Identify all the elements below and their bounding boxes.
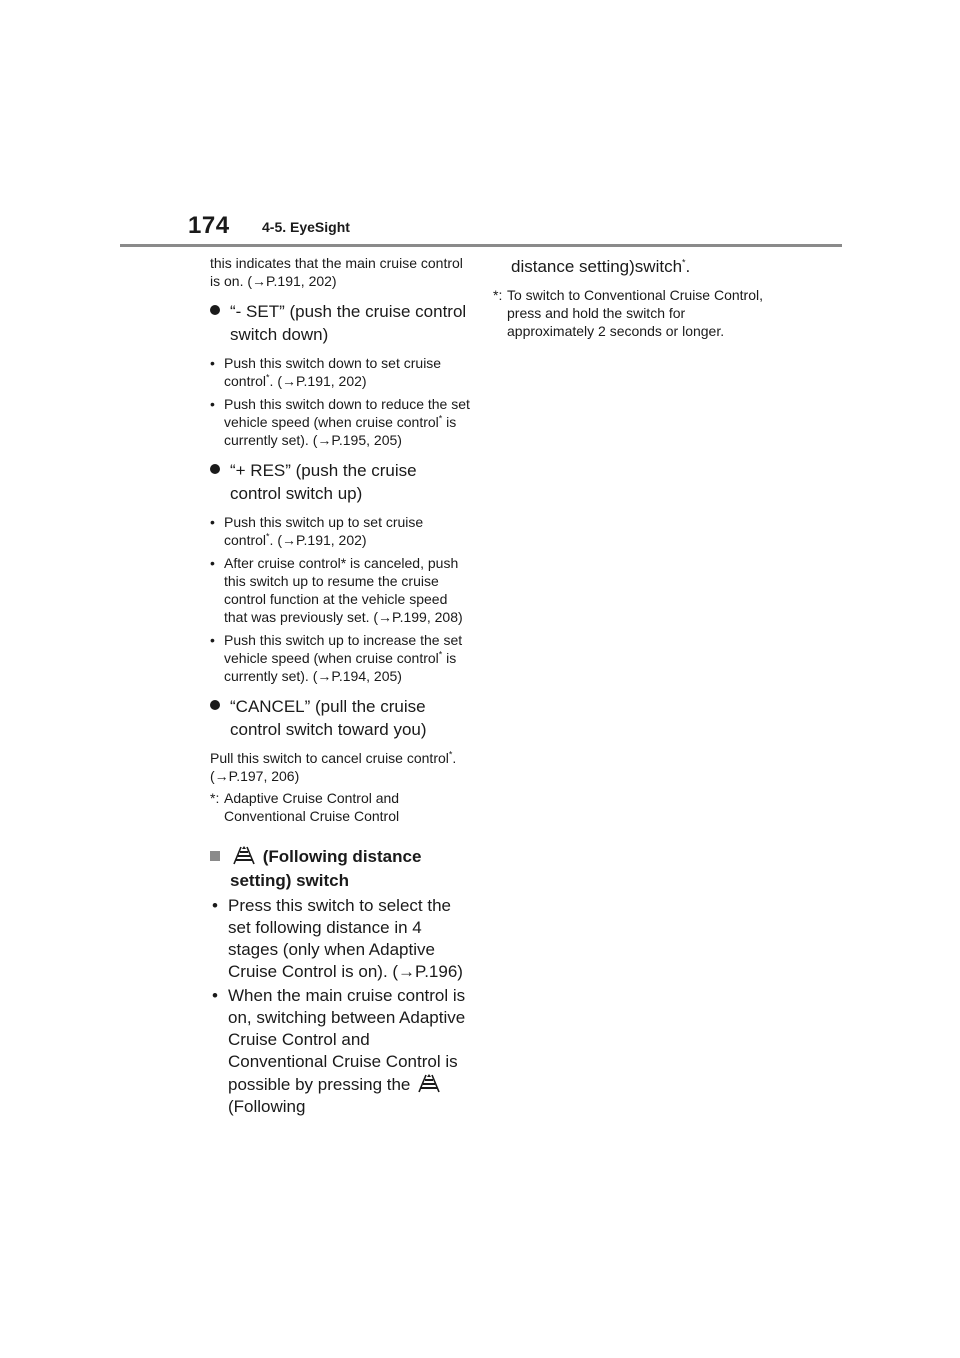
sub-bullet: • — [210, 355, 215, 371]
continuation-text — [493, 256, 763, 278]
cancel-heading — [210, 695, 472, 741]
set-heading-text: “- SET” (push the cruise control switch down) — [230, 302, 467, 344]
continuation-end: . — [685, 257, 691, 276]
list-item-ref: . (→P.191, 202) — [269, 532, 367, 548]
list-item — [210, 631, 472, 685]
sub-bullet: • — [210, 555, 215, 571]
header-rule — [120, 244, 842, 247]
sub-bullet: • — [210, 396, 215, 412]
asterisk: * — [266, 372, 270, 383]
following-heading-text: (Following distance setting) switch — [230, 847, 422, 890]
bullet-icon — [210, 700, 220, 710]
list-item — [210, 354, 472, 390]
following-distance-icon — [232, 845, 256, 865]
list-item — [210, 513, 472, 549]
list-item-text: Press this switch to select the set following distance in 4 stages (only when Adaptive Cruise Control is on). (→P.196) — [228, 896, 463, 981]
asterisk: * — [682, 257, 686, 268]
cancel-ref: . (→P.197, 206) — [210, 750, 457, 784]
sub-bullet: • — [210, 632, 215, 648]
footnote — [210, 789, 472, 825]
set-heading — [210, 300, 472, 346]
asterisk: * — [438, 649, 443, 660]
sub-bullet: • — [210, 514, 215, 530]
footnote-text: Adaptive Cruise Control and Conventional Cruise Control — [224, 790, 400, 824]
list-item-text: Push this switch up to set cruise control — [224, 514, 424, 548]
list-item — [210, 985, 472, 1118]
list-item-ref: is currently set). (→P.194, 205) — [224, 650, 457, 684]
following-distance-icon — [417, 1073, 441, 1093]
asterisk: * — [438, 413, 443, 424]
res-heading-text: “+ RES” (push the cruise control switch up) — [230, 461, 417, 503]
left-column — [210, 254, 472, 1118]
list-item — [210, 395, 472, 449]
res-heading — [210, 459, 472, 505]
bullet-icon — [210, 305, 220, 315]
cancel-paragraph — [210, 749, 472, 785]
page-number: 174 — [188, 212, 230, 239]
list-item-text: When the main cruise control is on, switching between Adaptive Cruise Control and Conventional Cruise Control is possible by pressing the — [228, 986, 466, 1094]
list-item-text: Push this switch up to increase the set vehicle speed (when cruise control — [224, 632, 463, 666]
continuation: distance setting)switch — [511, 257, 683, 276]
section-title: 4-5. EyeSight — [262, 219, 350, 235]
following-heading — [210, 845, 472, 893]
sub-bullet: • — [212, 986, 218, 1005]
asterisk: * — [448, 749, 453, 760]
bullet-icon — [210, 464, 220, 474]
asterisk: * — [266, 531, 270, 542]
intro-text: this indicates that the main cruise control is on. (→P.191, 202) — [210, 255, 463, 289]
sub-bullet: • — [212, 896, 218, 915]
list-item-ref: is currently set). (→P.195, 205) — [224, 414, 457, 448]
list-item-ref: . (→P.191, 202) — [269, 373, 367, 389]
cancel-text: Pull this switch to cancel cruise control — [210, 750, 449, 766]
list-item-text: Push this switch down to reduce the set vehicle speed (when cruise control — [224, 396, 470, 430]
square-marker-icon — [210, 851, 220, 861]
list-item — [210, 895, 472, 983]
footnote-text: To switch to Conventional Cruise Control, press and hold the switch for approximately 2 seconds or longer. — [507, 287, 764, 339]
list-item-text-end: (Following — [228, 1097, 306, 1116]
list-item — [210, 554, 472, 626]
footnote-mark: *: — [493, 287, 503, 303]
cancel-heading-text: “CANCEL” (pull the cruise control switch toward you) — [230, 697, 427, 739]
footnote — [493, 286, 763, 340]
list-item-text: After cruise control* is canceled, push this switch up to resume the cruise control function at the vehicle speed that was previously set. (→P.199, 208) — [224, 555, 463, 625]
list-item-text: Push this switch down to set cruise control — [224, 355, 442, 389]
footnote-mark: *: — [210, 790, 220, 806]
right-column — [493, 254, 763, 340]
